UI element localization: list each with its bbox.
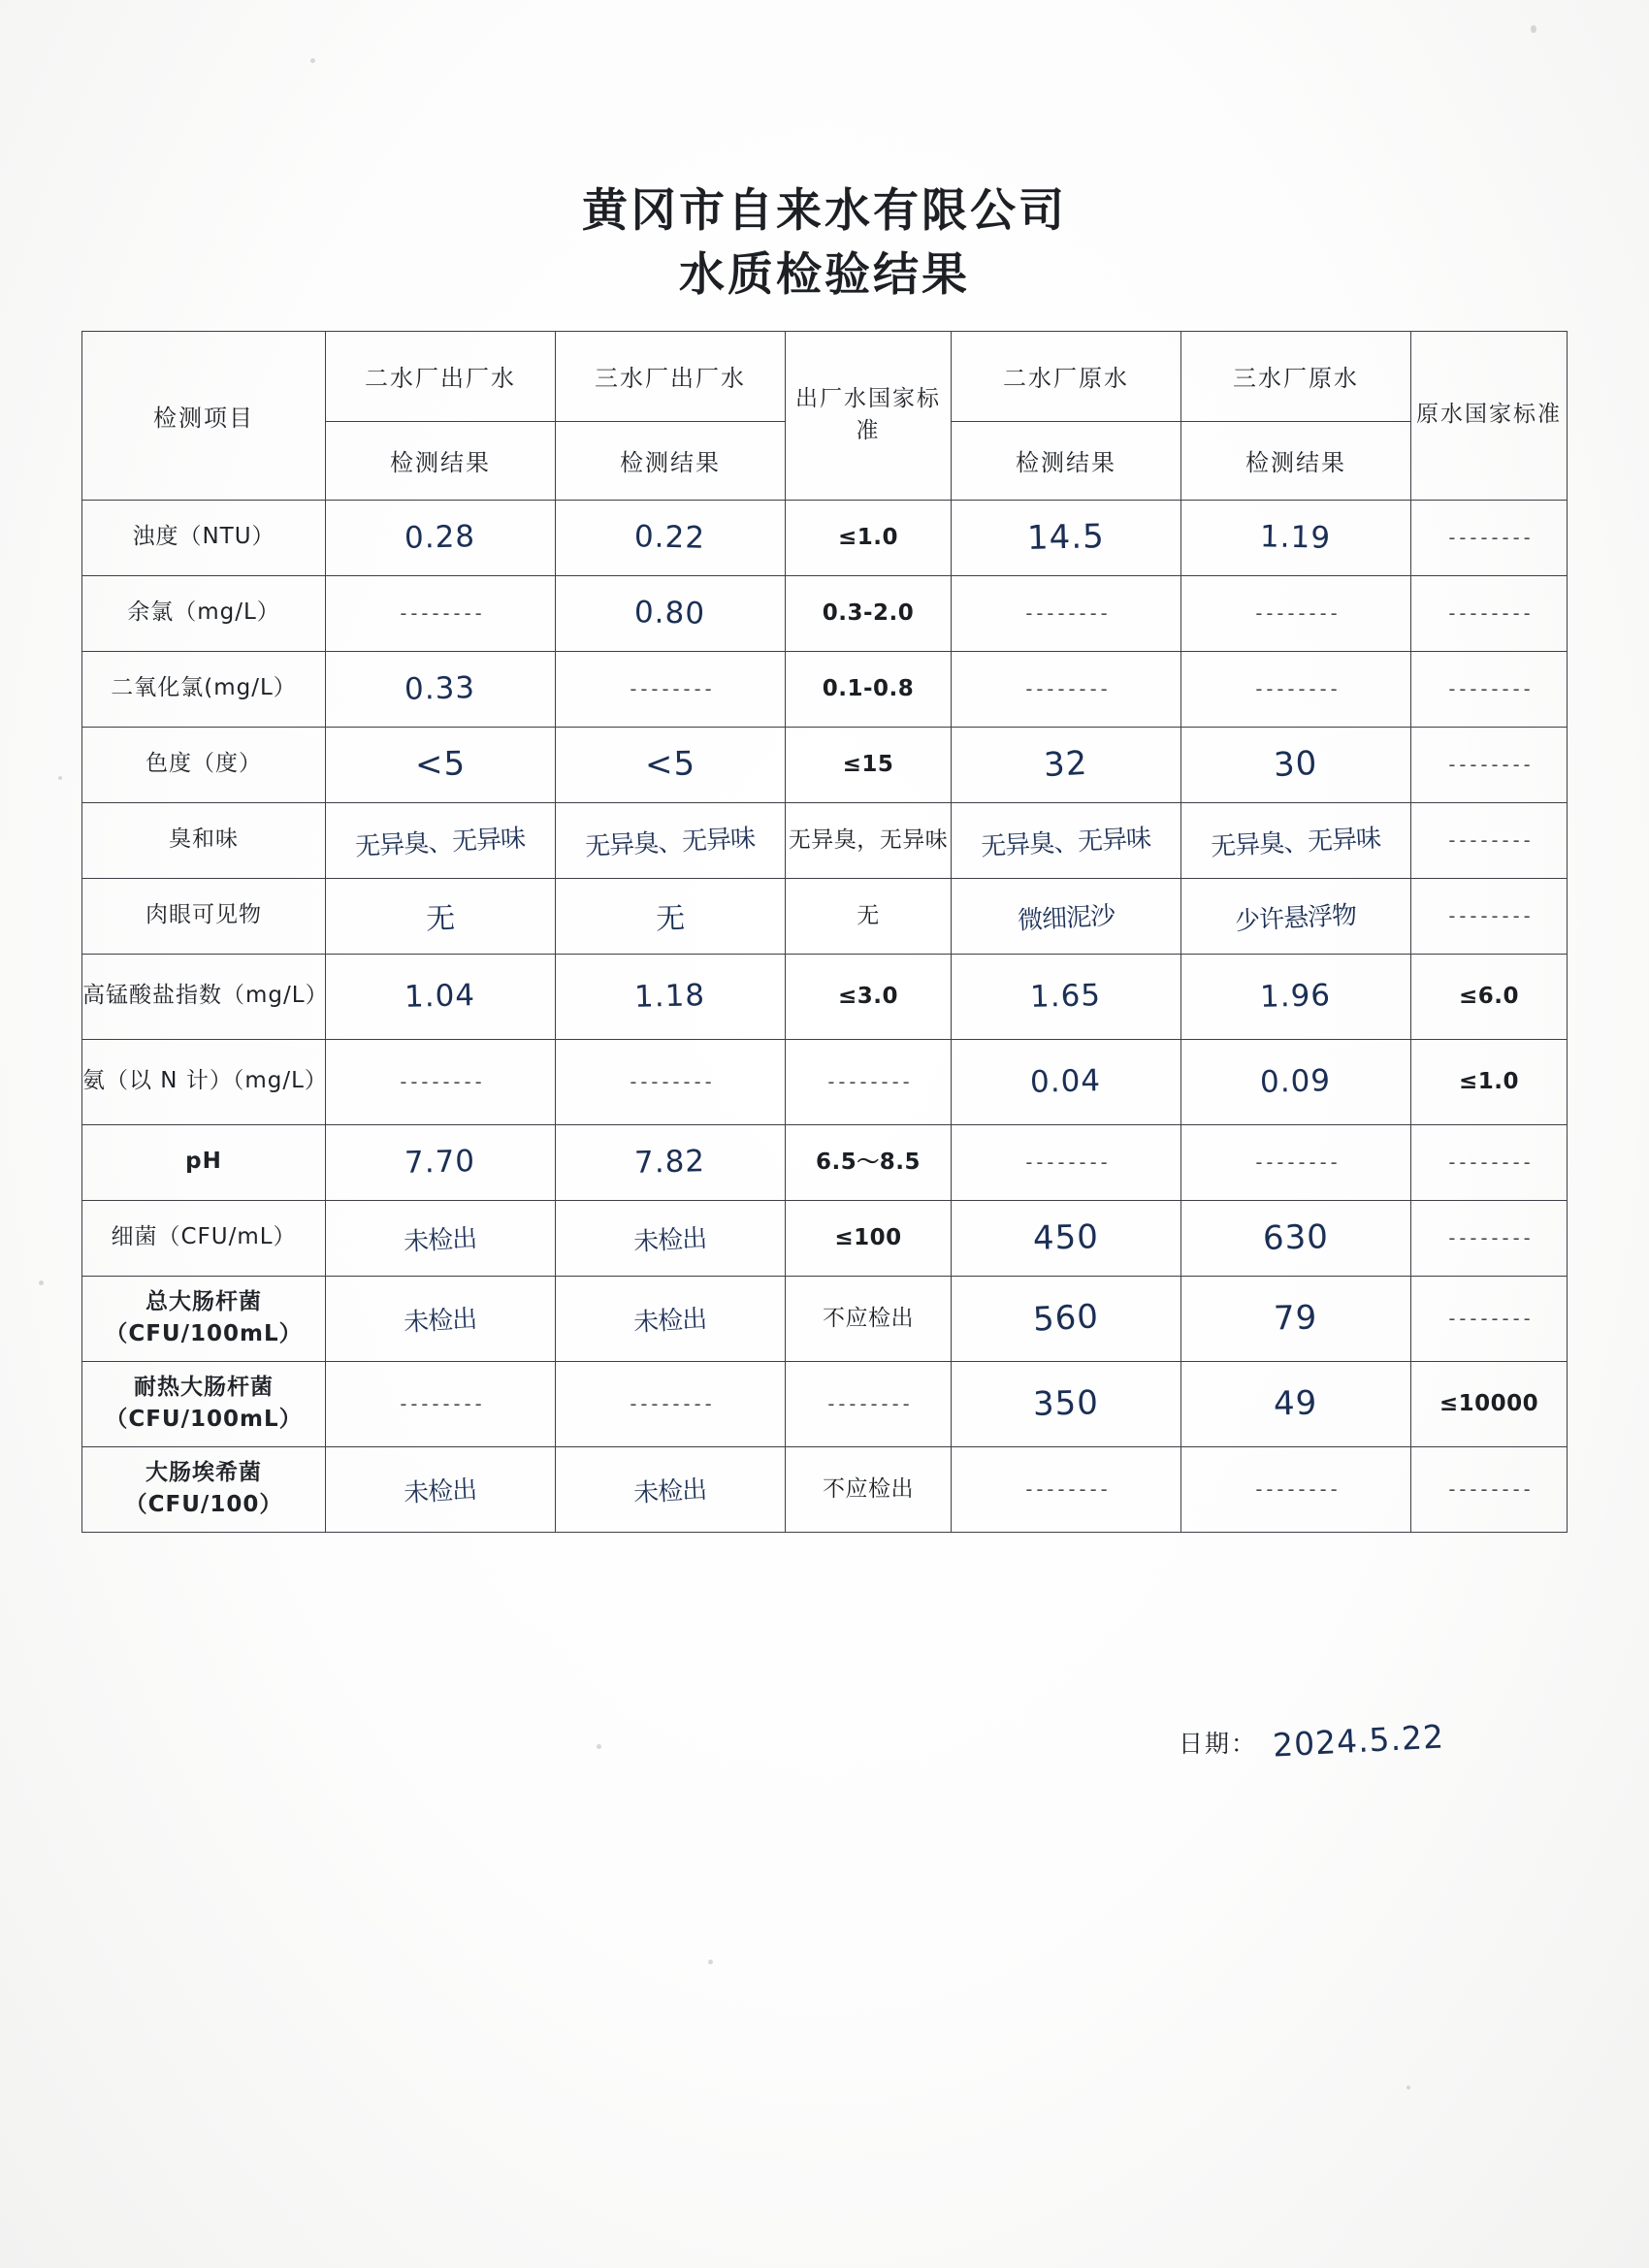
cell-plant3-out: 7.82 xyxy=(556,1124,786,1200)
header-sub-plant2-out: 检测结果 xyxy=(326,421,556,500)
cell-raw-standard: -------- xyxy=(1411,575,1568,651)
header-group-plant3-out: 三水厂出厂水 xyxy=(556,331,786,421)
cell-plant2-out: -------- xyxy=(326,1039,556,1124)
cell-out-standard: 0.3-2.0 xyxy=(786,575,952,651)
cell-plant2-raw: 560 xyxy=(952,1276,1181,1361)
cell-raw-standard: ≤6.0 xyxy=(1411,954,1568,1039)
cell-raw-standard: -------- xyxy=(1411,1276,1568,1361)
cell-plant3-raw: 30 xyxy=(1181,727,1411,802)
table-row xyxy=(82,1446,1568,1532)
cell-out-standard: 0.1-0.8 xyxy=(786,651,952,727)
cell-plant3-out: 无异臭、无异味 xyxy=(556,802,786,878)
row-item-label: 臭和味 xyxy=(82,802,326,878)
row-item-label: 余氯（mg/L） xyxy=(82,575,326,651)
cell-raw-standard: ≤1.0 xyxy=(1411,1039,1568,1124)
table-row xyxy=(82,1276,1568,1361)
cell-out-standard: 6.5～8.5 xyxy=(786,1124,952,1200)
cell-plant2-raw: 0.04 xyxy=(952,1039,1181,1124)
cell-plant3-raw: 0.09 xyxy=(1181,1039,1411,1124)
header-group-out-standard: 出厂水国家标准 xyxy=(786,331,952,500)
cell-plant3-out: 未检出 xyxy=(556,1276,786,1361)
header-sub-plant3-out: 检测结果 xyxy=(556,421,786,500)
cell-raw-standard: -------- xyxy=(1411,802,1568,878)
table-row xyxy=(82,802,1568,878)
row-item-label: 氨（以 N 计）（mg/L） xyxy=(82,1039,326,1124)
row-item-label: 总大肠杆菌（CFU/100mL） xyxy=(82,1276,326,1361)
table-row xyxy=(82,1039,1568,1124)
table-row xyxy=(82,1124,1568,1200)
cell-plant2-raw: 微细泥沙 xyxy=(952,878,1181,954)
cell-raw-standard: -------- xyxy=(1411,651,1568,727)
table-row xyxy=(82,1200,1568,1276)
cell-plant2-raw: 14.5 xyxy=(952,500,1181,575)
cell-plant2-raw: -------- xyxy=(952,575,1181,651)
cell-plant2-raw: 350 xyxy=(952,1361,1181,1446)
row-item-label: 色度（度） xyxy=(82,727,326,802)
cell-plant2-out: <5 xyxy=(326,727,556,802)
cell-plant3-raw: 1.96 xyxy=(1181,954,1411,1039)
cell-plant2-raw: -------- xyxy=(952,651,1181,727)
company-name: 黄冈市自来水有限公司 xyxy=(582,184,1067,238)
cell-out-standard: ≤100 xyxy=(786,1200,952,1276)
row-item-label: 细菌（CFU/mL） xyxy=(82,1200,326,1276)
row-item-label: 大肠埃希菌（CFU/100） xyxy=(82,1446,326,1532)
cell-plant2-out: 0.33 xyxy=(326,651,556,727)
cell-plant2-out: -------- xyxy=(326,1361,556,1446)
header-group-plant2-out: 二水厂出厂水 xyxy=(326,331,556,421)
cell-raw-standard: -------- xyxy=(1411,1446,1568,1532)
cell-plant2-raw: 32 xyxy=(952,727,1181,802)
cell-raw-standard: -------- xyxy=(1411,878,1568,954)
cell-out-standard: 无异臭，无异味 xyxy=(786,802,952,878)
cell-plant2-out: 未检出 xyxy=(326,1446,556,1532)
cell-out-standard: ≤3.0 xyxy=(786,954,952,1039)
row-item-label: 二氧化氯(mg/L） xyxy=(82,651,326,727)
table-row xyxy=(82,651,1568,727)
cell-raw-standard: -------- xyxy=(1411,1200,1568,1276)
row-item-label: 浊度（NTU） xyxy=(82,500,326,575)
cell-plant3-raw: -------- xyxy=(1181,1446,1411,1532)
cell-plant3-raw: -------- xyxy=(1181,1124,1411,1200)
cell-out-standard: 无 xyxy=(786,878,952,954)
cell-plant3-out: <5 xyxy=(556,727,786,802)
cell-plant3-out: 0.80 xyxy=(556,575,786,651)
cell-plant3-out: -------- xyxy=(556,1039,786,1124)
cell-out-standard: 不应检出 xyxy=(786,1276,952,1361)
table-header-row-top xyxy=(82,331,1568,421)
cell-plant3-out: 未检出 xyxy=(556,1446,786,1532)
cell-plant3-raw: -------- xyxy=(1181,575,1411,651)
row-item-label: pH xyxy=(82,1124,326,1200)
cell-plant3-raw: 630 xyxy=(1181,1200,1411,1276)
cell-plant3-raw: -------- xyxy=(1181,651,1411,727)
table-row xyxy=(82,954,1568,1039)
cell-plant3-out: -------- xyxy=(556,651,786,727)
cell-out-standard: -------- xyxy=(786,1361,952,1446)
cell-plant3-raw: 1.19 xyxy=(1181,500,1411,575)
cell-plant3-raw: 无异臭、无异味 xyxy=(1181,802,1411,878)
page-title: 水质检验结果 xyxy=(679,248,970,303)
table-row xyxy=(82,1361,1568,1446)
cell-plant3-out: 1.18 xyxy=(556,954,786,1039)
header-item-column: 检测项目 xyxy=(82,331,326,500)
cell-raw-standard: -------- xyxy=(1411,500,1568,575)
cell-out-standard: 不应检出 xyxy=(786,1446,952,1532)
cell-plant3-raw: 少许悬浮物 xyxy=(1181,878,1411,954)
cell-raw-standard: -------- xyxy=(1411,727,1568,802)
cell-plant2-out: 未检出 xyxy=(326,1276,556,1361)
cell-plant3-out: -------- xyxy=(556,1361,786,1446)
cell-plant3-out: 0.22 xyxy=(556,500,786,575)
cell-out-standard: -------- xyxy=(786,1039,952,1124)
header-sub-plant3-raw: 检测结果 xyxy=(1181,421,1411,500)
cell-plant2-raw: 450 xyxy=(952,1200,1181,1276)
table-row xyxy=(82,727,1568,802)
cell-plant2-out: 7.70 xyxy=(326,1124,556,1200)
report-date xyxy=(1179,1717,1445,1765)
report-title-block xyxy=(0,184,1649,306)
cell-plant2-out: 无异臭、无异味 xyxy=(326,802,556,878)
cell-plant3-raw: 79 xyxy=(1181,1276,1411,1361)
cell-plant2-out: 无 xyxy=(326,878,556,954)
cell-plant2-out: 1.04 xyxy=(326,954,556,1039)
cell-plant3-raw: 49 xyxy=(1181,1361,1411,1446)
table-row xyxy=(82,575,1568,651)
header-group-plant2-raw: 二水厂原水 xyxy=(952,331,1181,421)
row-item-label: 耐热大肠杆菌（CFU/100mL） xyxy=(82,1361,326,1446)
table-row xyxy=(82,500,1568,575)
cell-plant2-out: -------- xyxy=(326,575,556,651)
header-sub-plant2-raw: 检测结果 xyxy=(952,421,1181,500)
cell-plant2-raw: -------- xyxy=(952,1446,1181,1532)
cell-plant3-out: 未检出 xyxy=(556,1200,786,1276)
date-label: 日期： xyxy=(1179,1730,1258,1758)
cell-plant2-raw: -------- xyxy=(952,1124,1181,1200)
cell-raw-standard: -------- xyxy=(1411,1124,1568,1200)
water-quality-table xyxy=(81,331,1568,1533)
row-item-label: 肉眼可见物 xyxy=(82,878,326,954)
row-item-label: 高锰酸盐指数（mg/L） xyxy=(82,954,326,1039)
cell-plant2-out: 未检出 xyxy=(326,1200,556,1276)
cell-plant2-out: 0.28 xyxy=(326,500,556,575)
date-value: 2024.5.22 xyxy=(1272,1717,1445,1765)
cell-raw-standard: ≤10000 xyxy=(1411,1361,1568,1446)
cell-plant2-raw: 1.65 xyxy=(952,954,1181,1039)
table-row xyxy=(82,878,1568,954)
cell-plant2-raw: 无异臭、无异味 xyxy=(952,802,1181,878)
cell-plant3-out: 无 xyxy=(556,878,786,954)
header-group-plant3-raw: 三水厂原水 xyxy=(1181,331,1411,421)
cell-out-standard: ≤1.0 xyxy=(786,500,952,575)
header-group-raw-standard: 原水国家标准 xyxy=(1411,331,1568,500)
cell-out-standard: ≤15 xyxy=(786,727,952,802)
